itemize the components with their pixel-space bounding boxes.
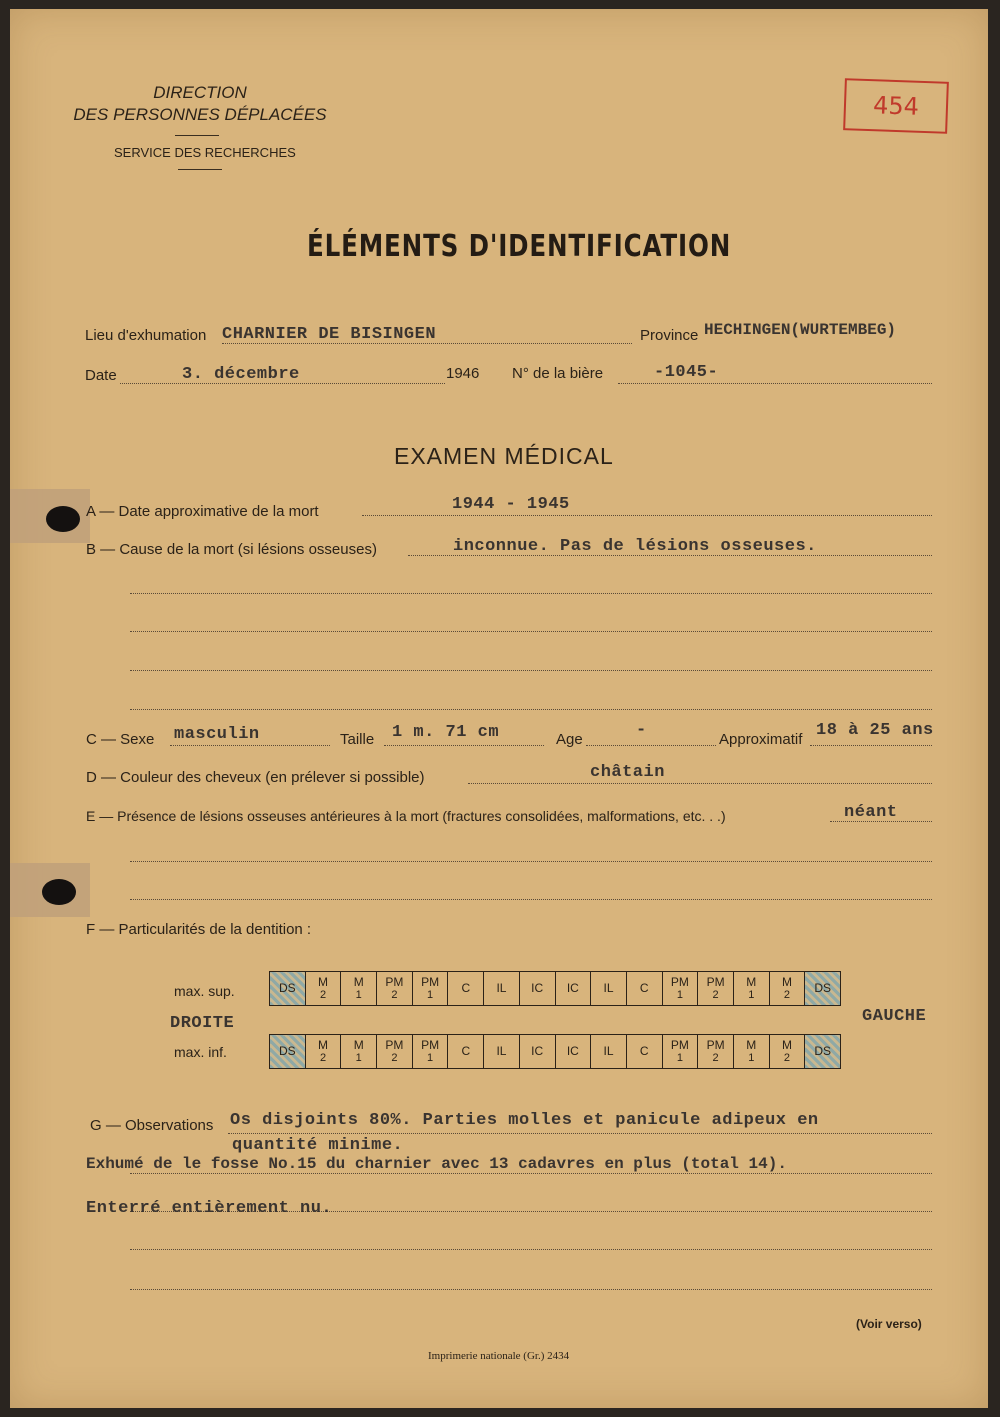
punch-hole	[42, 879, 76, 905]
tooth-cell	[484, 972, 520, 1006]
age-label: Age	[556, 731, 583, 748]
teeth-chart-upper	[269, 971, 841, 1006]
tooth-cell	[519, 1035, 555, 1069]
tooth-type: C	[639, 1044, 649, 1058]
tooth-number: 1	[355, 988, 362, 1001]
tooth-type: M	[353, 1037, 364, 1052]
field-e-label: E — Présence de lésions osseuses antérieures à la mort (fractures consolidées, malformations, etc. . .)	[86, 808, 726, 824]
tooth-cell	[555, 1035, 591, 1069]
tooth-cell	[591, 972, 627, 1006]
tooth-type: M	[746, 1037, 757, 1052]
tooth-type: IL	[603, 981, 614, 995]
tooth-cell	[733, 972, 769, 1006]
tooth-number: 1	[427, 1051, 434, 1064]
tooth-cell	[305, 972, 341, 1006]
tooth-cell	[270, 972, 306, 1006]
observation-line-3: Exhumé de le fosse No.15 du charnier avec 13 cadavres en plus (total 14).	[86, 1155, 787, 1173]
dotted-line	[130, 861, 932, 862]
sexe-value: masculin	[174, 725, 260, 744]
tooth-type: M	[781, 974, 792, 989]
field-d-value: châtain	[590, 763, 665, 782]
approx-label: Approximatif	[719, 731, 803, 748]
tooth-number: 1	[748, 988, 755, 1001]
dotted-line	[810, 745, 932, 746]
tooth-cell	[733, 1035, 769, 1069]
tooth-type: DS	[814, 1044, 831, 1058]
gauche-label: GAUCHE	[862, 1007, 927, 1026]
dotted-line	[468, 783, 932, 784]
field-a-value: 1944 - 1945	[452, 495, 570, 514]
page-title: ÉLÉMENTS D'IDENTIFICATION	[307, 229, 732, 264]
tooth-cell	[662, 972, 698, 1006]
field-e-value: néant	[844, 803, 898, 822]
tooth-cell	[769, 1035, 805, 1069]
observation-line-2: quantité minime.	[232, 1136, 404, 1155]
header-service: SERVICE DES RECHERCHES	[114, 145, 296, 160]
tooth-type: DS	[814, 981, 831, 995]
tooth-cell	[377, 972, 413, 1006]
tooth-cell	[555, 972, 591, 1006]
tooth-type: C	[639, 981, 649, 995]
age-value: -	[636, 721, 647, 740]
tooth-number: 2	[319, 988, 327, 1001]
tooth-cell	[805, 1035, 841, 1069]
dotted-line	[618, 383, 932, 384]
tooth-type: IL	[496, 981, 507, 995]
tooth-cell	[377, 1035, 413, 1069]
tooth-type: PM	[385, 1037, 404, 1052]
tooth-cell	[305, 1035, 341, 1069]
tooth-type: IL	[496, 1044, 507, 1058]
tooth-number: 2	[319, 1051, 327, 1064]
tooth-cell	[662, 1035, 698, 1069]
tooth-number: 2	[712, 1051, 719, 1064]
tooth-number: 1	[427, 988, 434, 1001]
tooth-cell	[412, 1035, 448, 1069]
field-g-label: G — Observations	[90, 1117, 214, 1134]
max-inf-label: max. inf.	[174, 1044, 227, 1060]
voir-verso: (Voir verso)	[856, 1317, 922, 1331]
file-number-stamp: 454	[843, 78, 949, 134]
tooth-cell	[270, 1035, 306, 1069]
divider	[178, 169, 222, 170]
tooth-cell	[591, 1035, 627, 1069]
tooth-type: C	[461, 1044, 471, 1058]
dotted-line	[130, 1289, 932, 1290]
tooth-type: PM	[670, 974, 689, 989]
dotted-line	[130, 709, 932, 710]
dotted-line	[362, 515, 932, 516]
lieu-value: CHARNIER DE BISINGEN	[222, 325, 437, 344]
tooth-type: M	[781, 1037, 792, 1052]
tooth-type: DS	[279, 1044, 296, 1058]
tooth-cell	[626, 1035, 662, 1069]
tooth-type: M	[318, 1037, 329, 1052]
observation-line-4: Enterré entièrement nu.	[86, 1199, 333, 1218]
tooth-number: 2	[783, 1051, 791, 1064]
tooth-type: DS	[279, 981, 296, 995]
field-b-value: inconnue. Pas de lésions osseuses.	[453, 537, 817, 556]
dotted-line	[228, 1133, 932, 1134]
dotted-line	[170, 745, 330, 746]
tooth-cell	[519, 972, 555, 1006]
teeth-chart-lower	[269, 1034, 841, 1069]
date-value: 3. décembre	[182, 365, 300, 384]
section-title: EXAMEN MÉDICAL	[394, 443, 614, 469]
divider	[175, 135, 219, 136]
tooth-type: IC	[566, 1044, 579, 1058]
tooth-cell	[698, 1035, 734, 1069]
field-f-label: F — Particularités de la dentition :	[86, 921, 312, 938]
tooth-number: 2	[391, 988, 398, 1001]
punch-hole	[46, 506, 80, 532]
taille-label: Taille	[340, 731, 375, 748]
observation-line-1: Os disjoints 80%. Parties molles et panicule adipeux en	[230, 1111, 819, 1130]
lieu-label: Lieu d'exhumation	[85, 327, 207, 344]
dotted-line	[586, 745, 716, 746]
tooth-type: PM	[421, 974, 440, 989]
tooth-type: PM	[706, 974, 725, 989]
tooth-number: 2	[391, 1051, 398, 1064]
tooth-type: M	[746, 974, 757, 989]
tooth-cell	[484, 1035, 520, 1069]
max-sup-label: max. sup.	[174, 983, 235, 999]
header-department: DES PERSONNES DÉPLACÉES	[73, 105, 327, 124]
taille-value: 1 m. 71 cm	[392, 723, 500, 742]
tooth-type: M	[353, 974, 364, 989]
dotted-line	[130, 670, 932, 671]
tooth-number: 1	[355, 1051, 362, 1064]
tooth-type: IC	[566, 981, 579, 995]
droite-label: DROITE	[170, 1014, 235, 1033]
form-sheet	[10, 9, 988, 1408]
sexe-label: C — Sexe	[86, 731, 155, 748]
tooth-type: IC	[531, 1044, 544, 1058]
field-a-label: A — Date approximative de la mort	[86, 503, 319, 520]
tooth-type: C	[461, 981, 471, 995]
dotted-line	[384, 745, 544, 746]
tooth-cell	[341, 972, 377, 1006]
tooth-type: PM	[706, 1037, 725, 1052]
tooth-type: PM	[385, 974, 404, 989]
tooth-number: 2	[783, 988, 791, 1001]
tooth-cell	[626, 972, 662, 1006]
dotted-line	[130, 899, 932, 900]
tooth-cell	[769, 972, 805, 1006]
tooth-number: 2	[712, 988, 719, 1001]
tooth-type: M	[318, 974, 329, 989]
province-label: Province	[640, 327, 699, 344]
header-direction: DIRECTION	[153, 83, 247, 102]
tooth-cell	[448, 972, 484, 1006]
biere-value: -1045-	[654, 363, 719, 382]
approx-value: 18 à 25 ans	[816, 721, 934, 740]
tooth-number: 1	[676, 1051, 683, 1064]
tooth-type: PM	[421, 1037, 440, 1052]
tooth-type: IL	[603, 1044, 614, 1058]
date-label: Date	[85, 367, 117, 384]
tooth-cell	[698, 972, 734, 1006]
dotted-line	[130, 1173, 932, 1174]
dotted-line	[130, 593, 932, 594]
year-value: 1946	[446, 365, 480, 382]
province-value: HECHINGEN(WURTEMBEG)	[704, 321, 897, 339]
tooth-cell	[412, 972, 448, 1006]
imprimerie-note: Imprimerie nationale (Gr.) 2434	[428, 1350, 570, 1362]
tooth-number: 1	[748, 1051, 755, 1064]
tooth-type: IC	[531, 981, 544, 995]
tooth-cell	[448, 1035, 484, 1069]
biere-label: N° de la bière	[512, 365, 604, 382]
field-b-label: B — Cause de la mort (si lésions osseuses)	[86, 541, 377, 558]
tooth-cell	[805, 972, 841, 1006]
field-d-label: D — Couleur des cheveux (en prélever si possible)	[86, 769, 425, 786]
tooth-type: PM	[670, 1037, 689, 1052]
tooth-number: 1	[676, 988, 683, 1001]
tooth-cell	[341, 1035, 377, 1069]
dotted-line	[130, 631, 932, 632]
dotted-line	[130, 1249, 932, 1250]
